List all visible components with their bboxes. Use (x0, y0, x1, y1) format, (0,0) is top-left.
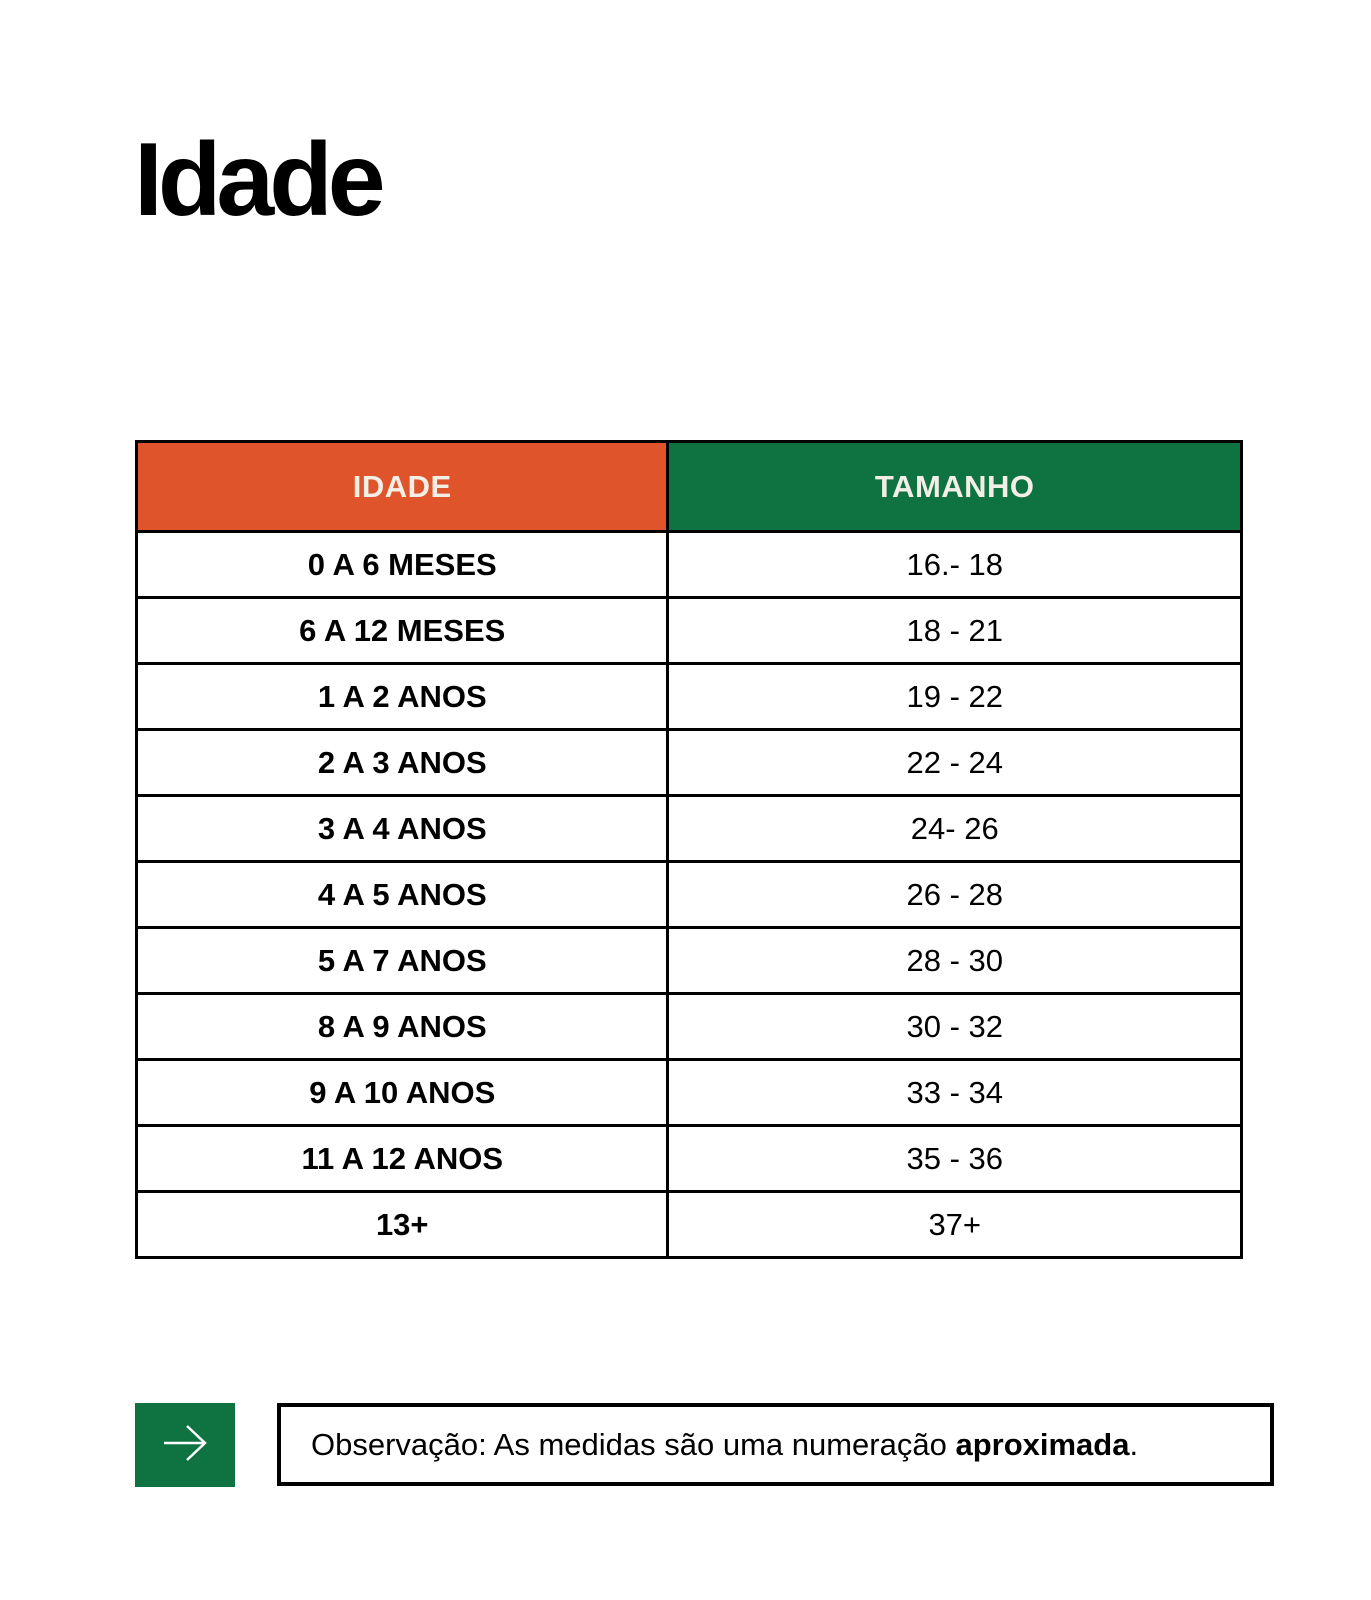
table-row (137, 1192, 1242, 1258)
table-row (137, 928, 1242, 994)
note-box (277, 1403, 1274, 1486)
cell-tamanho: 24- 26 (668, 796, 1242, 862)
header-idade: IDADE (137, 442, 668, 532)
header-tamanho: TAMANHO (668, 442, 1242, 532)
cell-tamanho: 37+ (668, 1192, 1242, 1258)
cell-idade: 9 A 10 ANOS (137, 1060, 668, 1126)
cell-idade: 3 A 4 ANOS (137, 796, 668, 862)
table-row (137, 796, 1242, 862)
cell-tamanho: 33 - 34 (668, 1060, 1242, 1126)
table-row (137, 862, 1242, 928)
cell-idade: 13+ (137, 1192, 668, 1258)
table-row (137, 1126, 1242, 1192)
cell-tamanho: 28 - 30 (668, 928, 1242, 994)
table-row (137, 664, 1242, 730)
arrow-box (135, 1403, 235, 1487)
note-text (311, 1427, 1138, 1463)
cell-idade: 6 A 12 MESES (137, 598, 668, 664)
size-table (135, 440, 1243, 1259)
cell-tamanho: 35 - 36 (668, 1126, 1242, 1192)
cell-idade: 2 A 3 ANOS (137, 730, 668, 796)
cell-tamanho: 18 - 21 (668, 598, 1242, 664)
cell-idade: 8 A 9 ANOS (137, 994, 668, 1060)
cell-idade: 0 A 6 MESES (137, 532, 668, 598)
note-text-bold: aproximada (955, 1426, 1130, 1462)
table-row (137, 994, 1242, 1060)
table-row (137, 598, 1242, 664)
cell-tamanho: 22 - 24 (668, 730, 1242, 796)
cell-tamanho: 30 - 32 (668, 994, 1242, 1060)
table-row (137, 730, 1242, 796)
cell-tamanho: 19 - 22 (668, 664, 1242, 730)
note-text-suffix: . (1129, 1426, 1139, 1462)
cell-tamanho: 26 - 28 (668, 862, 1242, 928)
table-header-row (137, 442, 1242, 532)
cell-idade: 4 A 5 ANOS (137, 862, 668, 928)
cell-tamanho: 16.- 18 (668, 532, 1242, 598)
table-body (137, 532, 1242, 1258)
table-row (137, 1060, 1242, 1126)
arrow-right-icon (160, 1423, 210, 1468)
note-text-regular: Observação: As medidas são uma numeração (311, 1426, 956, 1462)
cell-idade: 5 A 7 ANOS (137, 928, 668, 994)
cell-idade: 11 A 12 ANOS (137, 1126, 668, 1192)
cell-idade: 1 A 2 ANOS (137, 664, 668, 730)
table-row (137, 532, 1242, 598)
page-title: Idade (134, 122, 381, 238)
